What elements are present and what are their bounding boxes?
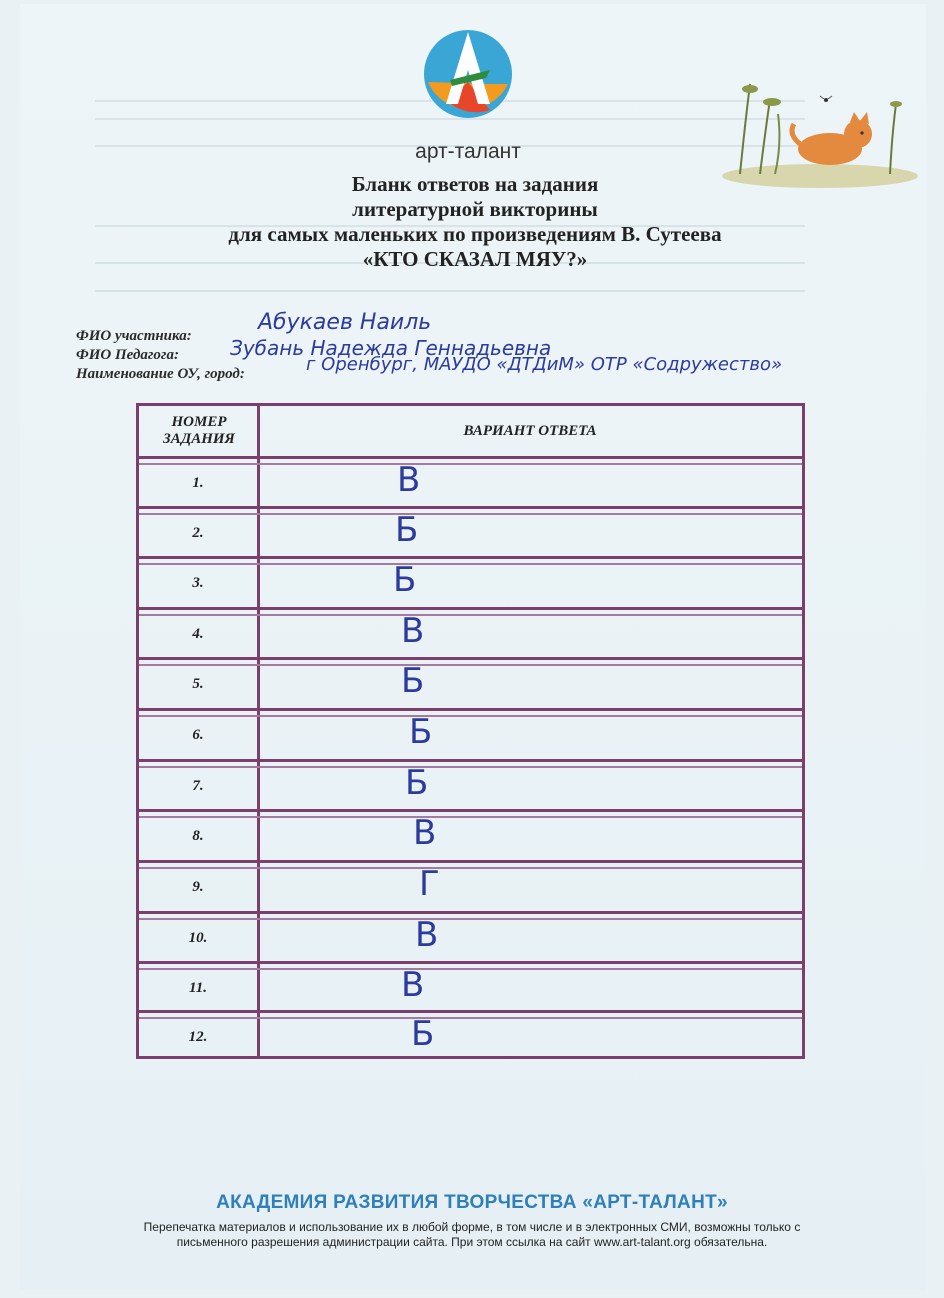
task-number: 9. bbox=[192, 878, 204, 895]
row-border bbox=[139, 664, 802, 666]
answer-value[interactable]: В bbox=[401, 965, 425, 1005]
show-through-line bbox=[95, 290, 805, 304]
answer-value[interactable]: В bbox=[413, 813, 437, 853]
table-row bbox=[139, 506, 802, 550]
fio-label: ФИО участника: bbox=[76, 328, 192, 344]
task-number: 1. bbox=[192, 474, 204, 491]
answer-value[interactable]: Б bbox=[395, 510, 419, 550]
task-number: 10. bbox=[188, 929, 208, 946]
row-border bbox=[139, 867, 802, 869]
table-row bbox=[139, 456, 802, 500]
task-number: 4. bbox=[192, 625, 204, 642]
task-number: 12. bbox=[188, 1028, 208, 1045]
table-row bbox=[139, 1010, 802, 1054]
answer-value[interactable]: В bbox=[401, 611, 425, 651]
copyright-notice bbox=[100, 1220, 844, 1250]
form-title bbox=[110, 172, 840, 272]
table-row bbox=[139, 657, 802, 701]
notice-line-1: Перепечатка материалов и использование их в любой форме, в том числе и в электронных СМИ, возможны только с bbox=[143, 1220, 801, 1234]
brand-name: арт-талант bbox=[415, 140, 521, 163]
answer-value[interactable]: В bbox=[415, 915, 439, 955]
answer-value[interactable]: Б bbox=[409, 712, 433, 752]
notice-line-2: письменного разрешения администрации сайта. При этом ссылка на сайт www.art-talant.org обязательна. bbox=[176, 1235, 768, 1249]
row-border bbox=[139, 766, 802, 768]
task-number: 6. bbox=[192, 726, 204, 743]
row-border bbox=[139, 911, 802, 914]
answer-value[interactable]: Б bbox=[401, 661, 425, 701]
table-row bbox=[139, 759, 802, 803]
title-line-4: «КТО СКАЗАЛ МЯУ?» bbox=[362, 247, 588, 271]
row-border bbox=[139, 1010, 802, 1013]
row-border bbox=[139, 860, 802, 863]
row-border bbox=[139, 513, 802, 515]
fio-value[interactable]: Абукаев Наиль bbox=[258, 310, 432, 335]
table-row bbox=[139, 607, 802, 651]
table-row bbox=[139, 556, 802, 600]
row-border bbox=[139, 816, 802, 818]
task-number: 3. bbox=[192, 574, 204, 591]
title-line-2: литературной викторины bbox=[352, 197, 598, 221]
title-line-3: для самых маленьких по произведениям В. Сутеева bbox=[228, 222, 722, 246]
task-number: 7. bbox=[192, 777, 204, 794]
task-number: 8. bbox=[192, 827, 204, 844]
row-border bbox=[139, 918, 802, 920]
row-border bbox=[139, 708, 802, 711]
row-border bbox=[139, 1017, 802, 1019]
task-number: 11. bbox=[189, 979, 207, 996]
answer-value[interactable]: Б bbox=[405, 763, 429, 803]
teacher-label: ФИО Педагога: bbox=[76, 347, 179, 363]
kitten-illustration bbox=[720, 64, 920, 189]
table-row bbox=[139, 860, 802, 904]
row-border bbox=[139, 456, 802, 459]
table-row bbox=[139, 809, 802, 853]
row-border bbox=[139, 961, 802, 964]
table-row bbox=[139, 911, 802, 955]
row-border bbox=[139, 563, 802, 565]
row-border bbox=[139, 556, 802, 559]
title-line-1: Бланк ответов на задания bbox=[351, 172, 599, 196]
task-number: 2. bbox=[192, 524, 204, 541]
table-row bbox=[139, 961, 802, 1005]
teacher-value[interactable]: Зубань Надежда Геннадьевна bbox=[230, 336, 552, 360]
answer-value[interactable]: В bbox=[397, 460, 421, 500]
answer-table bbox=[136, 403, 805, 1059]
answer-value[interactable]: Г bbox=[419, 864, 440, 904]
answer-value[interactable]: Б bbox=[411, 1014, 435, 1054]
row-border bbox=[139, 506, 802, 509]
row-border bbox=[139, 463, 802, 465]
table-header bbox=[139, 406, 802, 456]
row-border bbox=[139, 657, 802, 660]
school-value[interactable]: г Оренбург, МАУДО «ДТДиМ» ОТР «Содружество» bbox=[306, 354, 783, 375]
row-border bbox=[139, 968, 802, 970]
header-number: НОМЕР ЗАДАНИЯ bbox=[163, 414, 235, 447]
row-border bbox=[139, 809, 802, 812]
school-label: Наименование ОУ, город: bbox=[76, 366, 245, 382]
table-row bbox=[139, 708, 802, 752]
row-border bbox=[139, 607, 802, 610]
answer-value[interactable]: Б bbox=[393, 560, 417, 600]
academy-name: АКАДЕМИЯ РАЗВИТИЯ ТВОРЧЕСТВА «АРТ-ТАЛАНТ» bbox=[216, 1192, 728, 1213]
row-border bbox=[139, 715, 802, 717]
row-border bbox=[139, 614, 802, 616]
art-talant-logo bbox=[418, 22, 518, 122]
header-answer: ВАРИАНТ ОТВЕТА bbox=[463, 422, 597, 439]
row-border bbox=[139, 759, 802, 762]
task-number: 5. bbox=[192, 675, 204, 692]
